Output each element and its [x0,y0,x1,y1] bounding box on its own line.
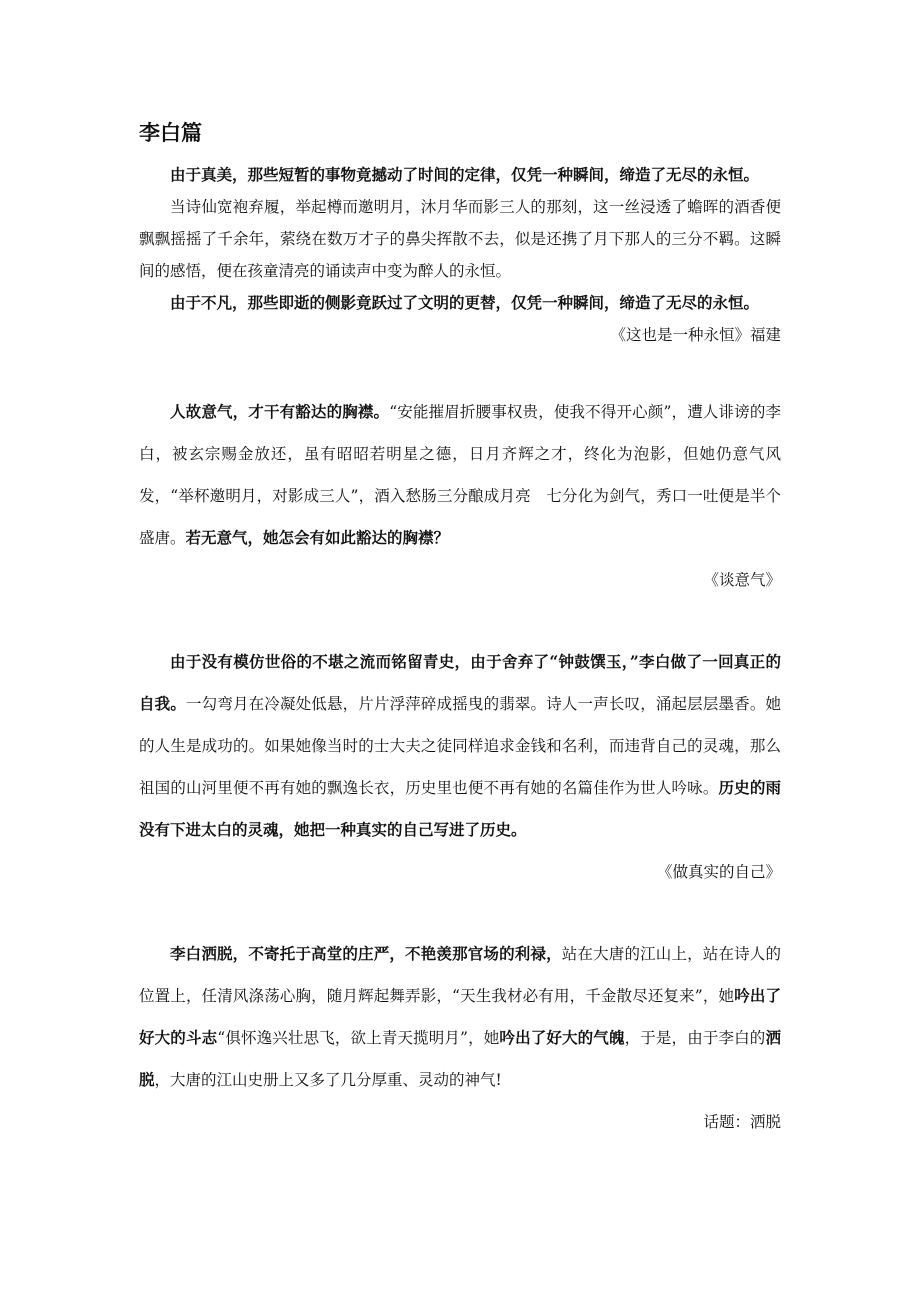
excerpt-source: 《谈意气》 [703,571,781,589]
bold-text: 若无意气，她怎会有如此豁达的胸襟？ [185,528,450,547]
bold-text: 吟出了好大的斗志 [139,986,781,1047]
excerpt-source: 《这也是一种永恒》福建 [610,326,781,344]
essay-excerpt-3 [139,641,781,893]
body-text: ，于是，由于李白的 [624,1029,766,1047]
body-text: 当诗仙宽袍弃履，举起樽而邀明月，沐月华而影三人的那刻，这一丝浸透了蟾晖的酒香便飘飘摇摇了千余年，萦绕在数万才子的鼻尖挥散不去，似是还携了月下那人的三分不羁。这瞬间的感悟，便在孩童清亮的诵读声中变为醉人的永恒。 [139,198,781,280]
excerpt-paragraph [139,933,781,1101]
bold-text: 由于不凡，那些即逝的侧影竟跃过了文明的更替，仅凭一种瞬间，缔造了无尽的永恒。 [170,293,760,312]
bold-text: 吟出了好大的气魄 [499,1028,625,1047]
bold-text: 李白洒脱，不寄托于高堂的庄严，不艳羡那官场的利禄， [170,944,562,963]
body-text: ，大唐的江山史册上又多了几分厚重、灵动的神气! [154,1071,502,1089]
section-gap [139,351,781,391]
section-gap [139,601,781,641]
bold-text: 由于没有模仿世俗的不堪之流而铭留青史，由于舍弃了“钟鼓馔玉，”李白做了一回真正的自我。 [139,652,781,713]
essay-excerpt-4 [139,933,781,1143]
body-text: “俱怀逸兴壮思飞，欲上青天揽明月”，她 [217,1029,500,1047]
body-text: “安能摧眉折腰事权贵，使我不得开心颜”，遭人诽谤的李白，被玄宗赐金放还，虽有昭昭若明星之德，日月齐辉之才，终化为泡影，但她仍意气风发，“举杯邀明月，对影成三人”，酒入愁肠三分酿成月亮 七分化为剑气，秀口一吐便是半个盛唐。 [139,403,781,547]
essay-excerpt-2 [139,391,781,601]
essay-sections [139,159,781,1143]
excerpt-source: 《做真实的自己》 [656,863,781,881]
body-text: 站在大唐的江山上，站在诗人的位置上，任清风涤荡心胸，随月辉起舞弄影，“天生我材必有用，千金散尽还复来”，她 [139,945,781,1005]
excerpt-paragraph [139,191,781,287]
excerpt-paragraph [139,391,781,559]
excerpt-paragraph [139,159,781,191]
document-page [139,118,781,1143]
bold-text: 历史的雨没有下进太白的灵魂，她把一种真实的自己写进了历史。 [139,778,781,839]
body-text: 一勾弯月在冷凝处低悬，片片浮萍碎成摇曳的翡翠。诗人一声长叹，涌起层层墨香。她的人生是成功的。如果她像当时的士大夫之徒同样追求金钱和名利，而违背自己的灵魂，那么祖国的山河里便不再有她的飘逸长衣，历史里也便不再有她的名篇佳作为世人吟咏。 [139,695,781,797]
excerpt-paragraph [139,287,781,319]
excerpt-source: 话题：洒脱 [703,1113,781,1131]
page-title: 李白篇 [139,121,202,145]
bold-text: 由于真美，那些短暂的事物竟撼动了时间的定律，仅凭一种瞬间，缔造了无尽的永恒。 [170,165,760,184]
bold-text: 洒脱 [139,1028,781,1089]
essay-excerpt-1 [139,159,781,351]
section-gap [139,893,781,933]
excerpt-paragraph [139,641,781,851]
bold-text: 人故意气，才干有豁达的胸襟。 [170,402,390,421]
